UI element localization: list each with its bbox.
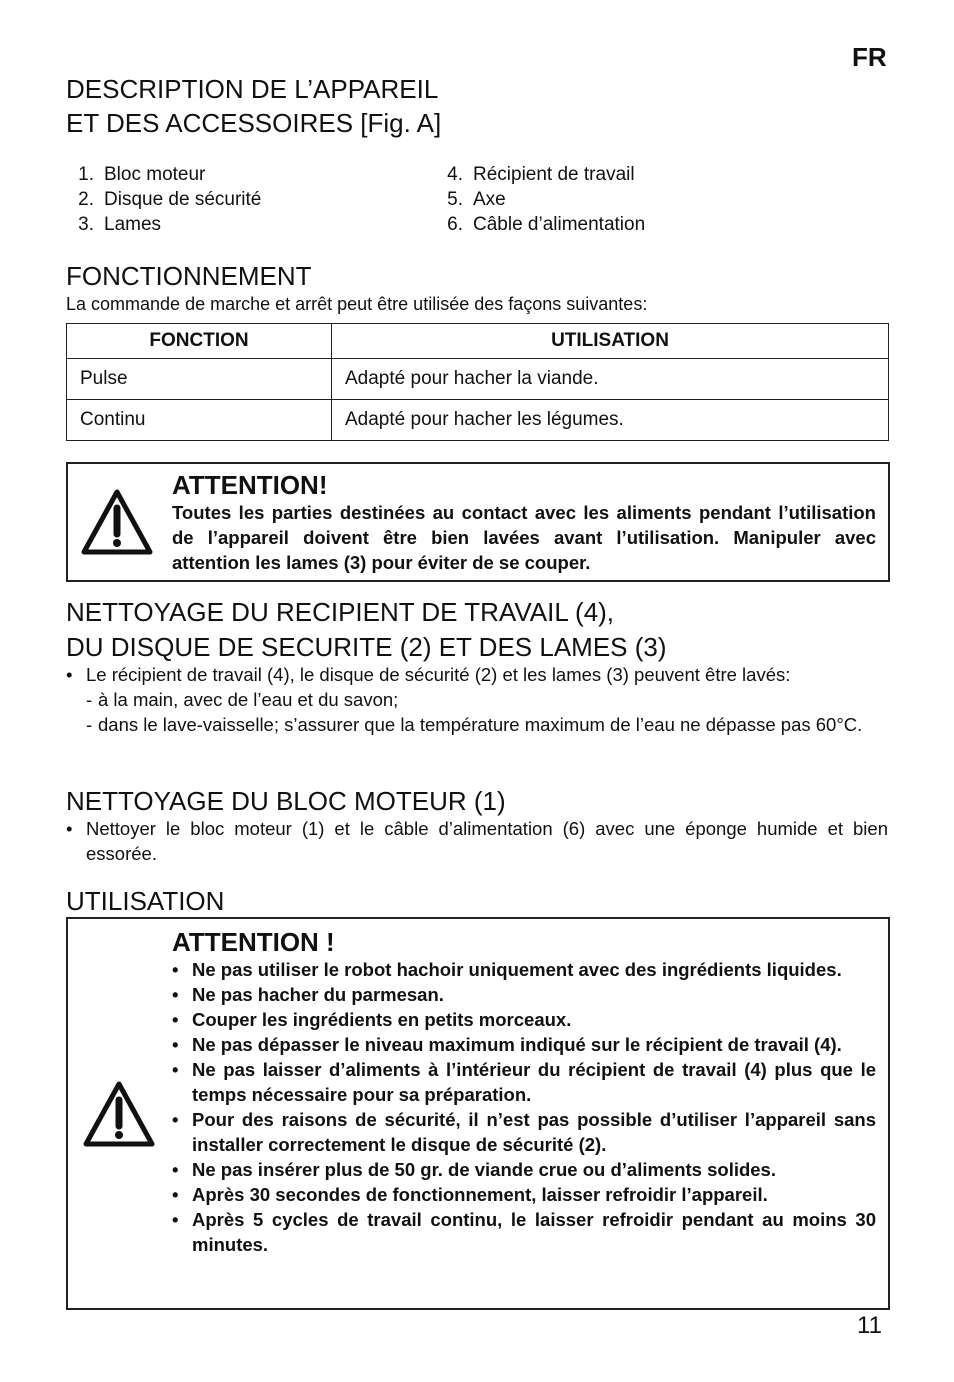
nettoyage-recipient-title-line2: DU DISQUE DE SECURITE (2) ET DES LAMES (3) — [66, 632, 667, 662]
bullet-glyph: • — [172, 959, 179, 980]
list-item: - à la main, avec de l’eau et du savon; — [86, 689, 399, 710]
table-row — [67, 400, 889, 441]
bullet-glyph: • — [172, 1109, 179, 1130]
table-row — [67, 359, 889, 400]
list-item: 5. Axe — [447, 189, 506, 210]
warning-text: Toutes les parties destinées au contact avec les aliments pendant l’utilisation de l’appareil doivent être bien lavées avant l’utilisation. Manipuler avec attention les lames (3) pour éviter de se couper. — [172, 502, 876, 573]
list-item: • Couper les ingrédients en petits morceaux. — [172, 1009, 572, 1030]
bullet-glyph: • — [66, 664, 73, 685]
table-cell: Adapté pour hacher les légumes. — [332, 400, 889, 441]
function-table — [66, 323, 889, 441]
list-item: • Le récipient de travail (4), le disque de sécurité (2) et les lames (3) peuvent être lavés: — [66, 664, 791, 685]
bullet-glyph: • — [172, 1034, 179, 1055]
table-header-fonction: FONCTION — [67, 324, 332, 359]
table-cell: Pulse — [67, 359, 332, 400]
description-title — [66, 72, 441, 140]
page-number: 11 — [857, 1312, 882, 1339]
bullet-glyph: • — [172, 1059, 179, 1080]
table-header-utilisation: UTILISATION — [332, 324, 889, 359]
nettoyage-recipient-title-line1: NETTOYAGE DU RECIPIENT DE TRAVAIL (4), — [66, 597, 615, 627]
parts-list-right — [435, 162, 645, 237]
list-item: - dans le lave-vaisselle; s’assurer que la température maximum de l’eau ne dépasse pas 60°C. — [86, 714, 863, 735]
bullet-glyph: • — [66, 818, 73, 839]
nettoyage-bloc-content — [66, 816, 888, 866]
warning-icon — [80, 488, 154, 556]
nettoyage-bloc-title: NETTOYAGE DU BLOC MOTEUR (1) — [66, 786, 506, 816]
fonctionnement-title: FONCTIONNEMENT — [66, 261, 312, 291]
bullet-glyph: • — [172, 1209, 179, 1230]
bullet-glyph: • — [172, 1159, 179, 1180]
parts-list-left — [66, 162, 261, 237]
list-item: • Nettoyer le bloc moteur (1) et le câble d’alimentation (6) avec une éponge humide et bien essorée. — [66, 818, 888, 864]
nettoyage-recipient-title — [66, 597, 667, 662]
list-item: • Après 5 cycles de travail continu, le laisser refroidir pendant au moins 30 minutes. — [172, 1209, 876, 1255]
dash-glyph: - — [86, 714, 93, 735]
list-item: 4. Récipient de travail — [447, 164, 635, 185]
fonctionnement-intro: La commande de marche et arrêt peut être utilisée des façons suivantes: — [66, 294, 648, 314]
list-item: 6. Câble d’alimentation — [447, 214, 646, 235]
nettoyage-recipient-content — [66, 662, 888, 737]
warning-box-utilisation — [66, 917, 890, 1310]
warning-box-cleaning — [66, 462, 890, 582]
bullet-glyph: • — [172, 1184, 179, 1205]
list-item: • Ne pas laisser d’aliments à l’intérieur du récipient de travail (4) plus que le temps nécessaire pour sa préparation. — [172, 1059, 876, 1105]
table-cell: Continu — [67, 400, 332, 441]
list-item: • Ne pas dépasser le niveau maximum indiqué sur le récipient de travail (4). — [172, 1034, 842, 1055]
warning-icon — [82, 1080, 156, 1148]
language-label: FR — [852, 42, 887, 72]
utilisation-warning-list — [172, 957, 876, 1257]
list-item: 2. Disque de sécurité — [78, 189, 262, 210]
dash-glyph: - — [86, 689, 93, 710]
table-cell: Adapté pour hacher la viande. — [332, 359, 889, 400]
list-item: 1. Bloc moteur — [78, 164, 206, 185]
utilisation-title: UTILISATION — [66, 886, 225, 916]
list-item: 3. Lames — [78, 214, 162, 235]
bullet-glyph: • — [172, 1009, 179, 1030]
list-item: • Ne pas hacher du parmesan. — [172, 984, 444, 1005]
list-item: • Ne pas utiliser le robot hachoir uniquement avec des ingrédients liquides. — [172, 959, 842, 980]
list-item: • Pour des raisons de sécurité, il n’est pas possible d’utiliser l’appareil sans installer correctement le disque de sécurité (2). — [172, 1109, 876, 1155]
warning-title: ATTENTION! — [172, 470, 328, 500]
list-item: • Ne pas insérer plus de 50 gr. de viande crue ou d’aliments solides. — [172, 1159, 776, 1180]
description-title-line1: DESCRIPTION DE L’APPAREIL — [66, 74, 439, 104]
table-header-row — [67, 324, 889, 359]
list-item: • Après 30 secondes de fonctionnement, laisser refroidir l’appareil. — [172, 1184, 768, 1205]
description-title-line2: ET DES ACCESSOIRES [Fig. A] — [66, 108, 442, 138]
warning-title: ATTENTION ! — [172, 927, 335, 957]
bullet-glyph: • — [172, 984, 179, 1005]
